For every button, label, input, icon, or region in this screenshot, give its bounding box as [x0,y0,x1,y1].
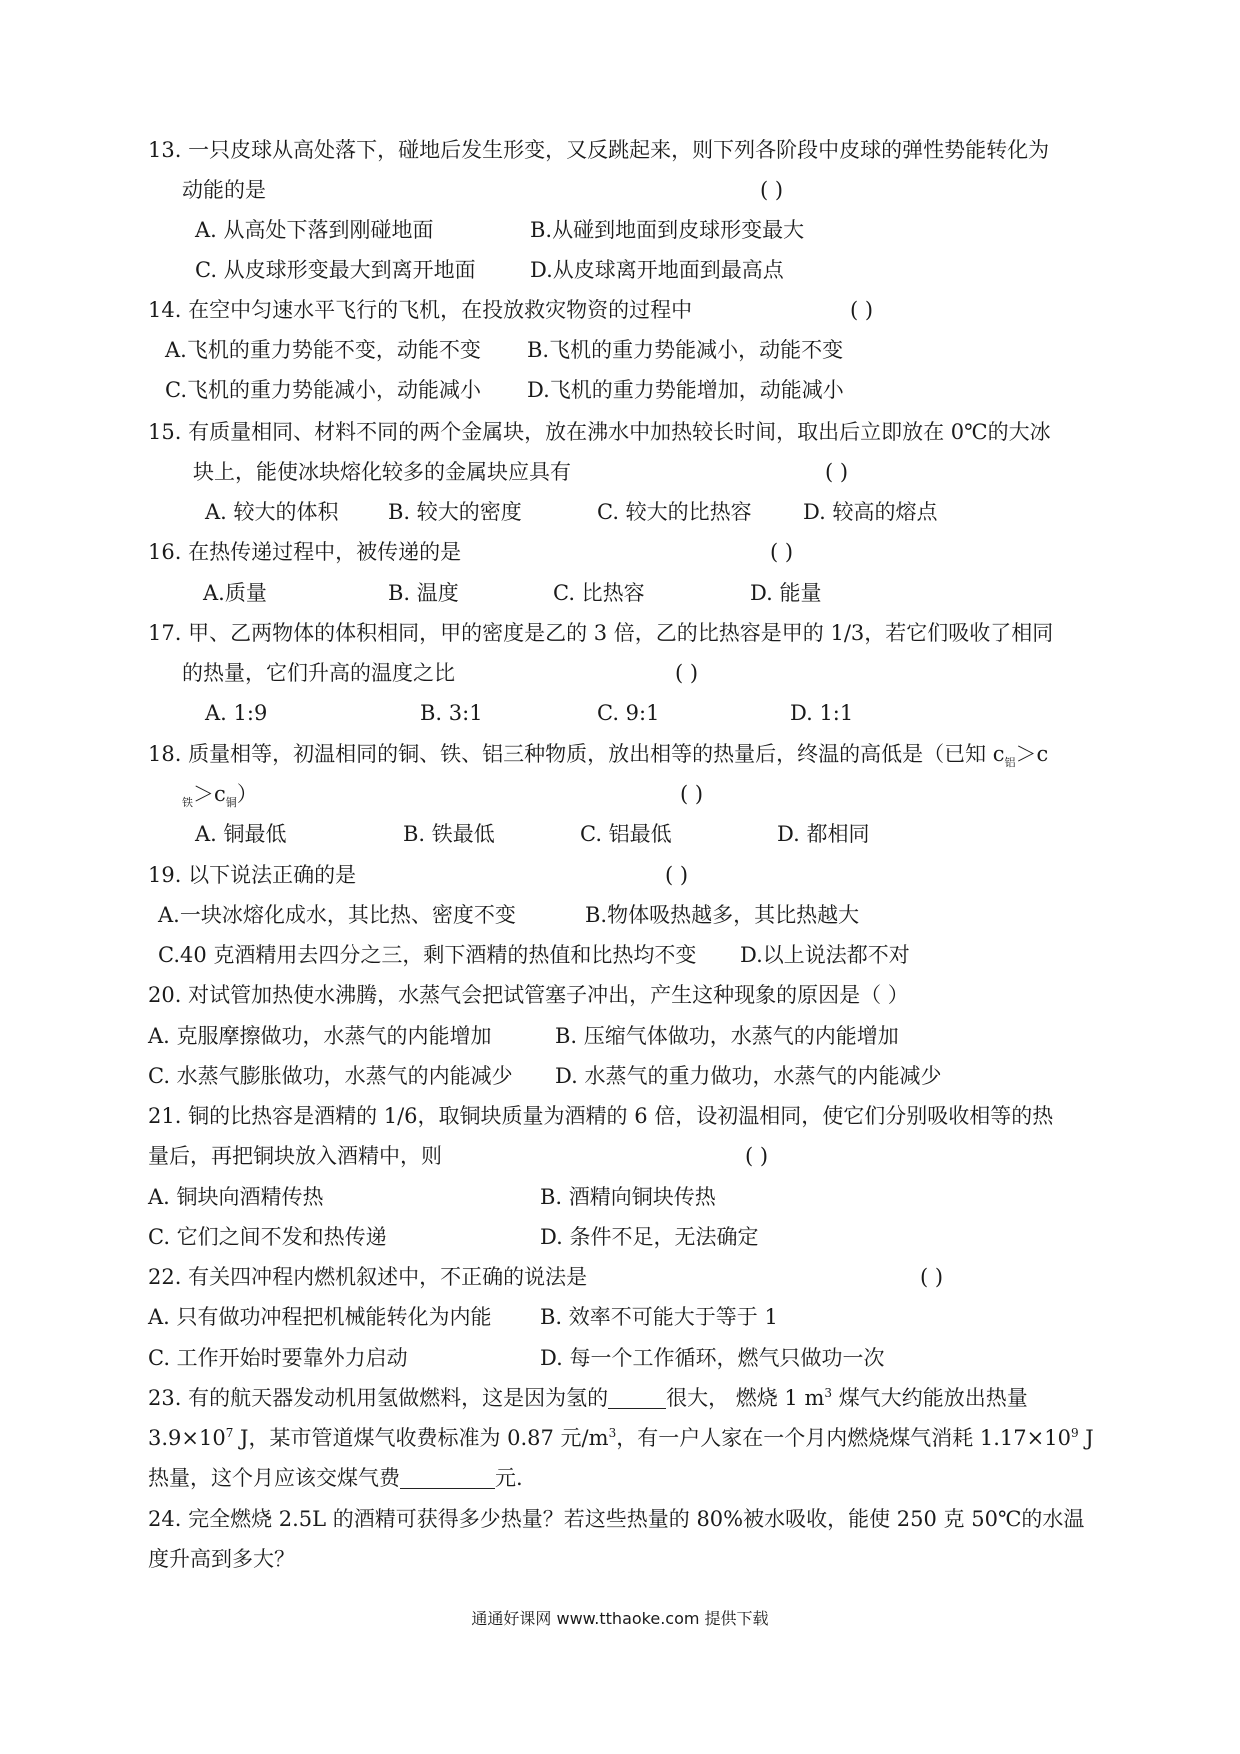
q23-line1-text: 23. 有的航天器发动机用氢做燃料，这是因为氢的 [148,1386,609,1410]
q14-option-c: C.飞机的重力势能减小，动能减小 [165,378,481,402]
q19-option-b: B.物体吸热越多，其比热越大 [585,903,860,927]
q13-stem-line2: 动能的是 [182,178,266,202]
q13-option-b: B.从碰到地面到皮球形变最大 [530,218,805,242]
q24-stem-line1: 24. 完全燃烧 2.5L 的酒精可获得多少热量？若这些热量的 80%被水吸收，能使 250 克 50℃的水温 [148,1507,1085,1531]
q23-line2-mid: J，某市管道煤气收费标准为 0.87 元/m [233,1426,609,1450]
q14-option-a: A.飞机的重力势能不变，动能不变 [165,338,481,362]
q22-option-a: A. 只有做功冲程把机械能转化为内能 [148,1305,492,1329]
q23-sup-exp9: 9 [1070,1426,1079,1440]
q18-option-b: B. 铁最低 [403,822,495,846]
q23-line1-end: 煤气大约能放出热量 [832,1386,1028,1410]
q18-subscript-cu: 铜 [225,796,237,810]
q16-option-b: B. 温度 [388,581,459,605]
q13-option-d: D.从皮球离开地面到最高点 [530,258,784,282]
q23-line2 [148,1423,1094,1453]
q16-stem: 16. 在热传递过程中，被传递的是 [148,540,462,564]
page-footer: 通通好课网 www.tthaoke.com 提供下载 [471,1609,769,1628]
q23-line2-end: J [1078,1426,1094,1450]
q23-sup-exp7: 7 [225,1426,234,1440]
q17-stem-line2: 的热量，它们升高的温度之比 [182,661,455,685]
q17-option-b: B. 3:1 [420,701,483,725]
q18-stem-line2 [182,779,258,809]
q21-stem-line1: 21. 铜的比热容是酒精的 1/6，取铜块质量为酒精的 6 倍，设初温相同，使它们分别吸收相等的热 [148,1104,1054,1128]
q21-stem-line2: 量后，再把铜块放入酒精中，则 [148,1144,442,1168]
q23-sup-m3b: 3 [608,1426,617,1440]
q22-stem: 22. 有关四冲程内燃机叙述中，不正确的说法是 [148,1265,588,1289]
q19-answer-paren: ( ) [665,863,689,887]
q21-option-c: C. 它们之间不发和热传递 [148,1225,387,1249]
q13-stem-line1: 13. 一只皮球从高处落下，碰地后发生形变，又反跳起来，则下列各阶段中皮球的弹性势能转化为 [148,138,1050,162]
q21-option-a: A. 铜块向酒精传热 [148,1185,324,1209]
q23-line1 [148,1383,1028,1413]
q20-option-d: D. 水蒸气的重力做功，水蒸气的内能减少 [555,1064,942,1088]
q15-stem-line2: 块上，能使冰块熔化较多的金属块应具有 [193,460,571,484]
q16-option-c: C. 比热容 [553,581,645,605]
q19-option-c: C.40 克酒精用去四分之三，剩下酒精的热值和比热均不变 [158,943,697,967]
q18-stem-text: 18. 质量相等，初温相同的铜、铁、铝三种物质，放出相等的热量后，终温的高低是（已知 c [148,742,1005,766]
q21-option-d: D. 条件不足，无法确定 [540,1225,759,1249]
q19-option-a: A.一块冰熔化成水，其比热、密度不变 [158,903,516,927]
q22-option-b: B. 效率不可能大于等于 1 [540,1305,778,1329]
q13-answer-paren: ( ) [760,178,784,202]
q13-option-a: A. 从高处下落到刚碰地面 [195,218,434,242]
q23-line3-text: 热量，这个月应该交煤气费 [148,1466,400,1490]
q18-stem-tail: ＞c [1015,742,1049,766]
q20-option-a: A. 克服摩擦做功，水蒸气的内能增加 [148,1024,492,1048]
q22-answer-paren: ( ) [920,1265,944,1289]
q23-blank-1[interactable] [608,1386,666,1409]
q15-stem-line1: 15. 有质量相同、材料不同的两个金属块，放在沸水中加热较长时间，取出后立即放在 0℃的大冰 [148,420,1051,444]
q18-stem-line1 [148,739,1048,769]
q17-option-c: C. 9:1 [597,701,660,725]
q20-stem: 20. 对试管加热使水沸腾，水蒸气会把试管塞子冲出，产生这种现象的原因是（ ） [148,983,909,1007]
q23-line3-end: 元. [495,1466,523,1490]
q23-line1-mid: 很大， 燃烧 1 m [666,1386,825,1410]
q23-line3 [148,1463,523,1493]
q18-stem-mid: ＞c [193,782,226,806]
q22-option-d: D. 每一个工作循环，燃气只做功一次 [540,1346,885,1370]
q16-option-a: A.质量 [203,581,267,605]
q15-answer-paren: ( ) [825,460,849,484]
q19-stem: 19. 以下说法正确的是 [148,863,357,887]
q18-option-c: C. 铝最低 [580,822,672,846]
q14-option-d: D.飞机的重力势能增加，动能减小 [527,378,844,402]
q17-option-a: A. 1:9 [205,701,268,725]
q15-option-d: D. 较高的熔点 [803,500,938,524]
q23-sup-m3: 3 [824,1386,833,1400]
q15-option-a: A. 较大的体积 [205,500,339,524]
q16-answer-paren: ( ) [770,540,794,564]
q21-option-b: B. 酒精向铜块传热 [540,1185,716,1209]
q14-answer-paren: ( ) [850,298,874,322]
q23-line2-text: 3.9×10 [148,1426,226,1450]
q13-option-c: C. 从皮球形变最大到离开地面 [195,258,476,282]
q18-option-d: D. 都相同 [777,822,870,846]
q23-blank-2[interactable] [400,1466,495,1489]
q18-stem-end: ） [236,782,258,806]
q19-option-d: D.以上说法都不对 [740,943,910,967]
q20-option-b: B. 压缩气体做功，水蒸气的内能增加 [555,1024,899,1048]
q22-option-c: C. 工作开始时要靠外力启动 [148,1346,408,1370]
q18-answer-paren: ( ) [680,782,704,806]
q17-stem-line1: 17. 甲、乙两物体的体积相同，甲的密度是乙的 3 倍，乙的比热容是甲的 1/3，若它们吸收了相同 [148,621,1054,645]
q20-option-c: C. 水蒸气膨胀做功，水蒸气的内能减少 [148,1064,513,1088]
q18-subscript-al: 铝 [1004,756,1016,770]
q17-answer-paren: ( ) [675,661,699,685]
q18-subscript-fe: 铁 [182,796,193,810]
q21-answer-paren: ( ) [745,1144,769,1168]
q23-line2-mid2: ，有一户人家在一个月内燃烧煤气消耗 1.17×10 [616,1426,1071,1450]
q14-option-b: B.飞机的重力势能减小，动能不变 [527,338,844,362]
q16-option-d: D. 能量 [750,581,822,605]
q24-stem-line2: 度升高到多大？ [148,1547,295,1571]
q17-option-d: D. 1:1 [790,701,854,725]
q18-option-a: A. 铜最低 [195,822,287,846]
q14-stem: 14. 在空中匀速水平飞行的飞机，在投放救灾物资的过程中 [148,298,693,322]
q15-option-c: C. 较大的比热容 [597,500,752,524]
q15-option-b: B. 较大的密度 [388,500,522,524]
